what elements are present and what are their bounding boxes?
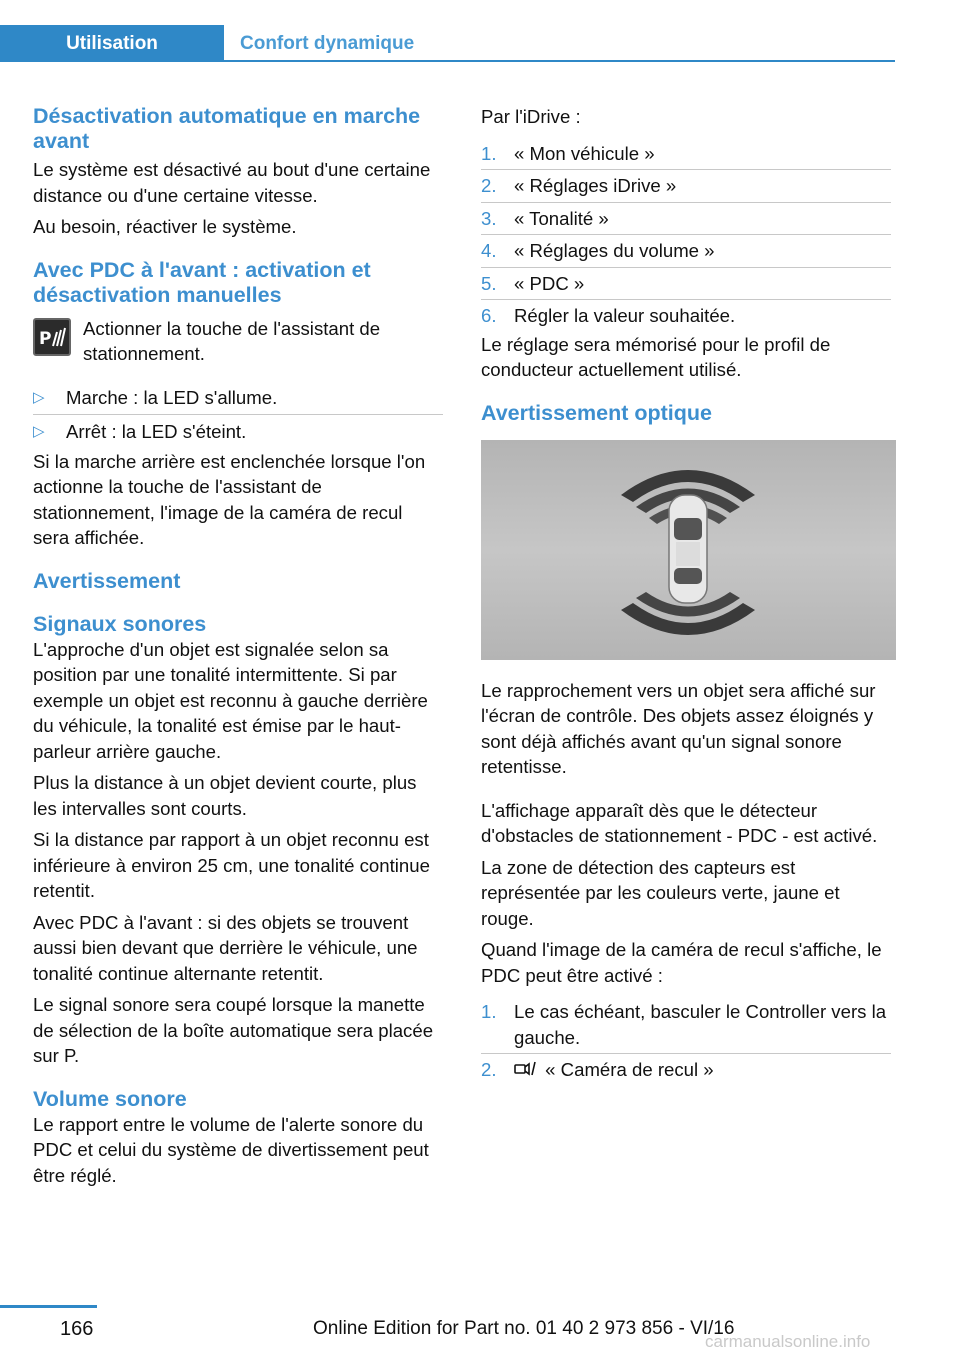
list-item: 3. « Tonalité » <box>481 203 891 236</box>
list-item: 1. Le cas échéant, basculer le Controller vers la gauche. <box>481 996 891 1054</box>
footer-rule <box>0 1305 97 1308</box>
list-item: ▷ Marche : la LED s'allume. <box>33 381 443 416</box>
edition-text: Online Edition for Part no. 01 40 2 973 856 - VI/16 <box>313 1318 735 1339</box>
chapter-header <box>0 25 895 62</box>
paragraph-idrive: Par l'iDrive : <box>481 106 581 127</box>
list-item: 1. « Mon véhicule » <box>481 138 891 171</box>
tab-confort-dynamique[interactable]: Confort dynamique <box>240 32 415 54</box>
tab-utilisation[interactable]: Utilisation <box>0 25 224 62</box>
watermark: carmanualsonline.info <box>705 1332 871 1351</box>
triangle-bullet-icon: ▷ <box>33 388 45 406</box>
triangle-bullet-icon: ▷ <box>33 423 45 440</box>
paragraph-signaux-2: Plus la distance à un objet devient courte, plus les intervalles sont courts. <box>33 772 417 819</box>
parking-assistant-button-icon <box>33 318 71 356</box>
paragraph-desactivation-2: Au besoin, réactiver le système. <box>33 216 297 237</box>
list-item: 4. « Réglages du volume » <box>481 235 891 268</box>
paragraph-signaux-4: Avec PDC à l'avant : si des objets se trouvent aussi bien devant que derrière le véhicule, une tonalité continue alternante retentit. <box>33 911 418 984</box>
list-item: 5. « PDC » <box>481 268 891 301</box>
paragraph-volume: Le rapport entre le volume de l'alerte sonore du PDC et celui du système de divertissement peut être réglé. <box>33 1113 429 1186</box>
paragraph-zone: La zone de détection des capteurs est représentée par les couleurs verte, jaune et rouge. <box>481 856 840 929</box>
paragraph-rapprochement: Le rapprochement vers un objet sera affiché sur l'écran de contrôle. Des objets assez éloignés y sont déjà affichés avant qu'un signal sonore retentisse. <box>481 679 876 777</box>
pdc-car-display-image <box>481 440 896 660</box>
paragraph-signaux-1: L'approche d'un objet est signalée selon sa position par une tonalité intermittente. Si par exemple un objet est reconnu à gauche derrière du véhicule, la tonalité est émise par le haut-parleur arrière gauche. <box>33 638 428 762</box>
right-column <box>481 104 891 1089</box>
heading-volume-sonore: Volume sonore <box>33 1086 187 1111</box>
paragraph-camera: Quand l'image de la caméra de recul s'affiche, le PDC peut être activé : <box>481 939 882 986</box>
steps-camera <box>481 996 891 1089</box>
list-item: 6. Régler la valeur souhaitée. <box>481 305 736 326</box>
list-item: ▷ Arrêt : la LED s'éteint. <box>33 415 443 449</box>
svg-text:P: P <box>39 328 52 349</box>
button-instruction <box>33 316 443 367</box>
paragraph-reglage: Le réglage sera mémorisé pour le profil de conducteur actuellement utilisé. <box>481 333 831 380</box>
paragraph-desactivation-1: Le système est désactivé au bout d'une certaine distance ou d'une certaine vitesse. <box>33 159 431 206</box>
heading-avertissement-optique: Avertissement optique <box>481 400 712 425</box>
heading-avertissement: Avertissement <box>33 568 181 593</box>
page-number: 166 <box>60 1318 94 1340</box>
heading-signaux-sonores: Signaux sonores <box>33 611 207 636</box>
rear-camera-icon <box>514 1059 540 1086</box>
paragraph-marche-arriere: Si la marche arrière est enclenchée lorsque l'on actionne la touche de l'assistant de stationnement, l'image de la caméra de recul sera affichée. <box>33 450 426 548</box>
list-item: 2. « Caméra de recul » <box>481 1054 891 1089</box>
heading-desactivation: Désactivation automatique en marche avant <box>33 104 421 153</box>
paragraph-signaux-3: Si la distance par rapport à un objet reconnu est inférieure à environ 25 cm, une tonalité continue retentit. <box>33 829 430 901</box>
heading-pdc-avant: Avec PDC à l'avant : activation et désactivation manuelles <box>33 257 371 307</box>
list-item: 2. « Réglages iDrive » <box>481 170 891 203</box>
paragraph-actionner: Actionner la touche de l'assistant de stationnement. <box>83 317 381 364</box>
bullet-list-led <box>33 381 443 449</box>
paragraph-affichage: L'affichage apparaît dès que le détecteur d'obstacles de stationnement - PDC - est activé. <box>481 799 878 846</box>
steps-idrive <box>481 138 891 332</box>
left-column <box>33 104 443 1188</box>
paragraph-signaux-5: Le signal sonore sera coupé lorsque la manette de sélection de la boîte automatique sera placée sur P. <box>33 994 434 1066</box>
